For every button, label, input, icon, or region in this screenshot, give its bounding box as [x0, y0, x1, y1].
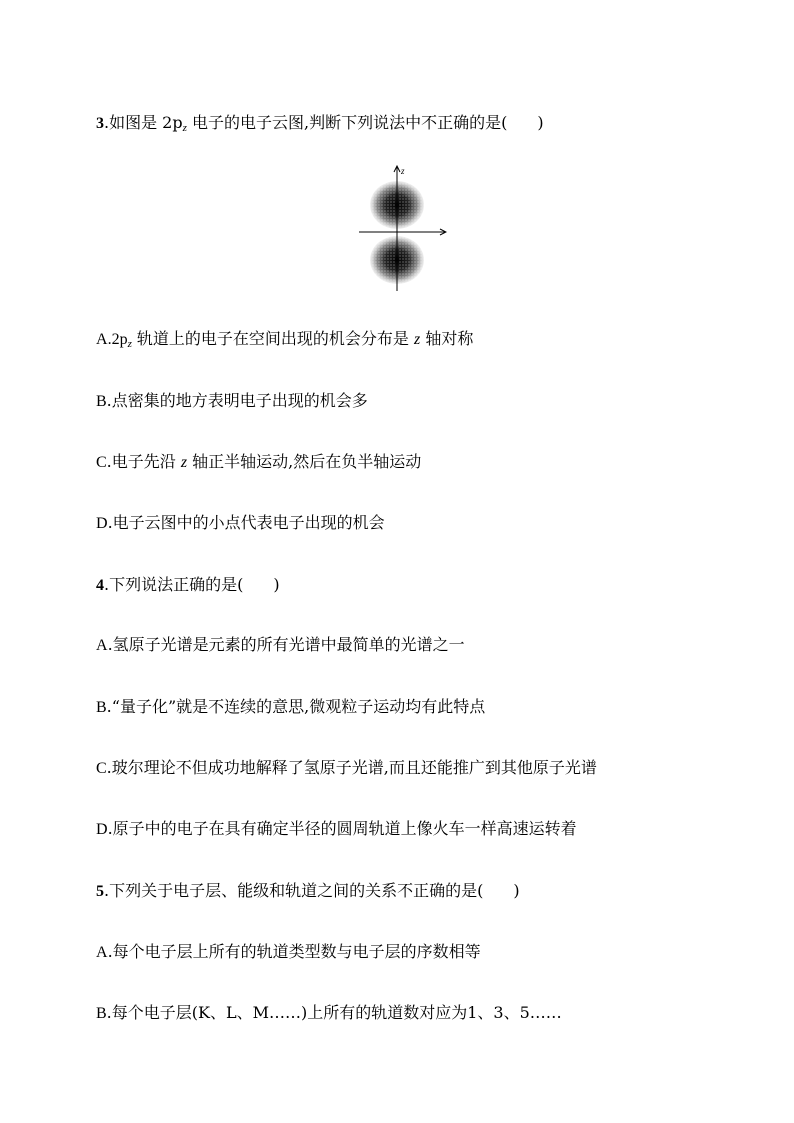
- question-5-stem: [96, 880, 520, 903]
- q3-close: ): [537, 113, 544, 132]
- option-d-text: .电子云图中的小点代表电子出现的机会: [107, 513, 385, 532]
- option-a-mid: 轨道上的电子在空间出现的机会分布是: [131, 329, 415, 348]
- question-3-number: 3: [96, 115, 104, 132]
- option-letter: D: [96, 821, 108, 838]
- option-letter: A: [96, 331, 108, 348]
- q5-stem: .下列关于电子层、能级和轨道之间的关系不正确的是(: [104, 881, 484, 900]
- option-letter: A: [96, 637, 108, 654]
- option-c-axis: z: [180, 454, 188, 471]
- electron-cloud-diagram: [357, 165, 447, 293]
- option-letter: D: [96, 515, 108, 532]
- option-a-axis: z: [414, 331, 421, 348]
- z-axis-label: z: [401, 166, 405, 176]
- q5-close: ): [513, 881, 520, 900]
- q4-close: ): [273, 575, 280, 594]
- q4-option-b: [96, 696, 485, 719]
- option-b-text: .点密集的地方表明电子出现的机会多: [106, 391, 368, 410]
- option-c-post: 轴正半轴运动,然后在负半轴运动: [187, 452, 422, 471]
- q5-option-a: [96, 941, 481, 964]
- option-a-text: .氢原子光谱是元素的所有光谱中最简单的光谱之一: [107, 635, 465, 654]
- option-letter: B: [96, 1005, 107, 1022]
- option-a-pre: .2p: [107, 331, 128, 348]
- option-letter: B: [96, 393, 107, 410]
- option-a-post: 轴对称: [420, 329, 474, 348]
- option-b-text: .“量子化”就是不连续的意思,微观粒子运动均有此特点: [106, 697, 486, 716]
- q3-option-b: [96, 390, 368, 413]
- q3-option-c: [96, 451, 421, 474]
- q3-option-a: [96, 328, 473, 355]
- option-letter: B: [96, 699, 107, 716]
- q5-option-b: [96, 1002, 562, 1025]
- option-a-subscript: z: [127, 338, 132, 350]
- option-a-text: .每个电子层上所有的轨道类型数与电子层的序数相等: [107, 942, 481, 961]
- q3-subscript: z: [182, 122, 187, 134]
- option-letter: C: [96, 454, 107, 471]
- q3-suffix: 电子的电子云图,判断下列说法中不正确的是(: [186, 113, 508, 132]
- question-3-stem: [96, 112, 544, 139]
- option-letter: A: [96, 944, 108, 961]
- q4-option-c: [96, 757, 597, 780]
- option-b-text: .每个电子层(K、L、M……)上所有的轨道数对应为1、3、5……: [106, 1003, 562, 1022]
- q4-option-d: [96, 818, 577, 841]
- question-4-number: 4: [96, 577, 104, 594]
- q3-prefix: .如图是 2p: [104, 113, 183, 132]
- option-letter: C: [96, 760, 107, 777]
- q4-stem: .下列说法正确的是(: [104, 575, 244, 594]
- question-4-stem: [96, 574, 280, 597]
- q4-option-a: [96, 634, 465, 657]
- option-c-pre: .电子先沿: [106, 452, 181, 471]
- question-5-number: 5: [96, 883, 104, 900]
- q3-option-d: [96, 512, 385, 535]
- option-c-text: .玻尔理论不但成功地解释了氢原子光谱,而且还能推广到其他原子光谱: [106, 758, 597, 777]
- option-d-text: .原子中的电子在具有确定半径的圆周轨道上像火车一样高速运转着: [107, 819, 577, 838]
